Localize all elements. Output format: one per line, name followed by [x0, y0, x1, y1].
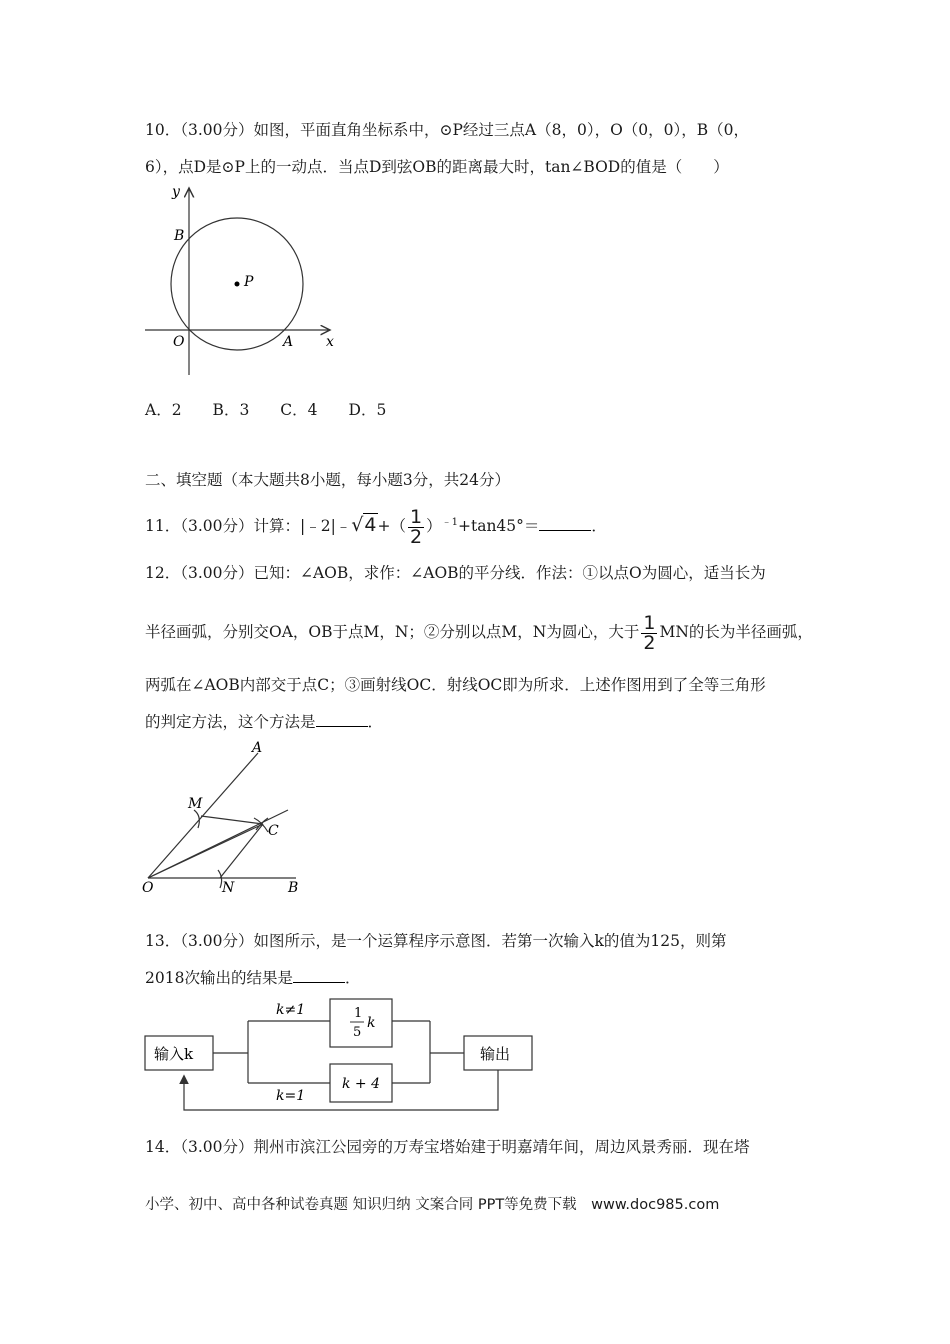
box-top-den: 5 — [353, 1025, 362, 1040]
q13-line1: 13．（3.00分）如图所示，是一个运算程序示意图．若第一次输入k的值为125，则第 — [145, 932, 727, 950]
label-b: B — [288, 880, 299, 896]
q11-fraction: $\frac{1}{2}$ — [410, 505, 423, 548]
cond-top: k≠1 — [276, 1002, 306, 1018]
box-top-num: 1 — [354, 1006, 363, 1021]
q11-answer-blank — [539, 516, 591, 531]
label-o: O — [142, 880, 154, 896]
q12-line4: 的判定方法，这个方法是 ． — [145, 713, 384, 731]
ray-oa — [148, 753, 258, 878]
sqrt-radicand: 4 — [364, 514, 377, 537]
label-o: O — [173, 334, 185, 350]
q12-angle-figure — [138, 738, 328, 900]
q14-line1: 14．（3.00分）荆州市滨江公园旁的万寿宝塔始建于明嘉靖年间，周边风景秀丽．现在塔 — [145, 1138, 750, 1156]
output-label: 输出 — [480, 1045, 511, 1063]
label-x: x — [326, 334, 334, 350]
q11-close-paren: ） — [426, 517, 442, 536]
q11-plus-paren: +（ — [377, 517, 406, 536]
q10-options: A．2 B．3 C．4 D．5 — [145, 401, 387, 419]
q10-circle-figure — [140, 180, 360, 380]
label-y: y — [172, 184, 180, 200]
cond-bottom: k=1 — [276, 1088, 306, 1104]
label-a: A — [252, 740, 263, 756]
label-m: M — [188, 796, 203, 812]
label-c: C — [268, 823, 279, 839]
q11-exponent: ﹣1 — [441, 517, 458, 528]
box-top-var: k — [367, 1015, 376, 1031]
seg-mc — [201, 816, 263, 824]
input-label: 输入k — [154, 1045, 194, 1063]
q12-line1: 12．（3.00分）已知：∠AOB，求作：∠AOB的平分线．作法：①以点O为圆心，适当长为 — [145, 564, 766, 582]
q12-line3: 两弧在∠AOB内部交于点C；③画射线OC．射线OC即为所求．上述作图用到了全等三角形 — [145, 676, 766, 694]
q10-line1: 10．（3.00分）如图，平面直角坐标系中，⊙P经过三点A（8，0），O（0，0），B（0， — [145, 121, 750, 139]
label-n: N — [222, 880, 235, 896]
q11-prefix: 11．（3.00分）计算：|﹣2|﹣ — [145, 517, 352, 536]
q13-answer-blank — [293, 968, 345, 983]
section2-heading: 二、填空题（本大题共8小题，每小题3分，共24分） — [145, 471, 510, 489]
sqrt: √4 — [351, 514, 377, 537]
q12-answer-blank — [316, 712, 368, 727]
q12-fraction: $\frac{1}{2}$ — [643, 611, 656, 654]
q12-line2: 半径画弧，分别交OA，OB于点M，N；②分别以点M，N为圆心，大于 $\frac{1}{2}$ MN的长为半径画弧， — [145, 611, 813, 654]
q11-line — [145, 505, 607, 547]
label-p: P — [244, 274, 254, 290]
q13-flowchart — [140, 994, 540, 1114]
seg-oc — [148, 824, 263, 878]
label-b: B — [174, 228, 185, 244]
q10-line2: 6），点D是⊙P上的一动点．当点D到弦OB的距离最大时，tan∠BOD的值是（ ） — [145, 158, 729, 176]
point-p — [235, 282, 240, 287]
label-a: A — [283, 334, 294, 350]
q11-end: ． — [591, 517, 607, 536]
q11-suffix: +tan45°＝ — [457, 517, 540, 536]
q13-line2: 2018次输出的结果是 ． — [145, 969, 361, 987]
box-bottom-label: k + 4 — [342, 1076, 381, 1092]
footer-text: 小学、初中、高中各种试卷真题 知识归纳 文案合同 PPT等免费下载 www.doc985.com — [145, 1197, 720, 1213]
